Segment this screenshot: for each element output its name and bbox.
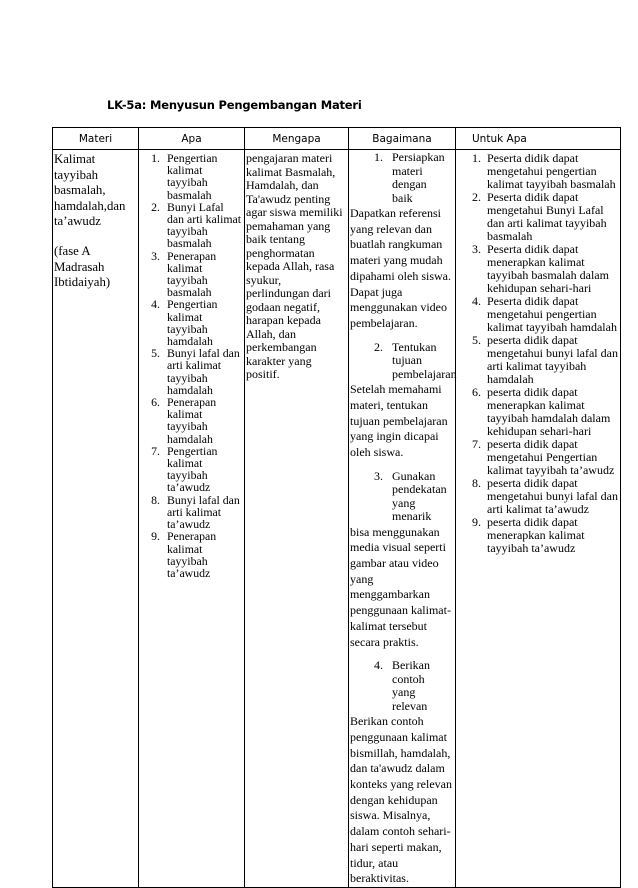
header-untuk-apa: Untuk Apa: [456, 128, 621, 150]
untuk-apa-item: 3. Peserta didik dapat menerapkan kalimat tayyibah basmalah dalam kehidupan sehari-hari: [472, 242, 609, 295]
development-table: [52, 127, 621, 888]
untuk-apa-item: 9. peserta didik dapat menerapkan kalimat tayyibah ta’awudz: [472, 515, 585, 555]
apa-item: 9. Penerapan kalimat tayyibah ta’awudz: [151, 529, 217, 580]
bagaimana-text: Berikan contoh penggunaan kalimat bismillah, hamdalah, dan ta'awudz dalam konteks yang relevan dengan kehidupan siswa. Misalnya, dalam contoh sehari-hari seperti makan, tidur, atau beraktivitas.: [350, 714, 452, 886]
bagaimana-heading: 1. Persiapkan materi dengan baik: [374, 150, 445, 205]
apa-cell: [139, 150, 245, 888]
bagaimana-text: Dapatkan referensi yang relevan dan buatlah rangkuman materi yang mudah dipahami oleh siswa. Dapat juga menggunakan video pembelajaran.: [350, 206, 451, 330]
untuk-apa-item: 4. Peserta didik dapat mengetahui pengertian kalimat tayyibah hamdalah: [472, 294, 617, 334]
bagaimana-text: Setelah memahami materi, tentukan tujuan pembelajaran yang ingin dicapai oleh siswa.: [350, 382, 448, 459]
content-row: [53, 150, 621, 888]
bagaimana-heading: 4. Berikan contoh yang relevan: [374, 658, 430, 713]
materi-topic: Kalimat tayyibah basmalah, hamdalah,dan ta’awudz: [54, 152, 126, 229]
apa-list: [139, 152, 243, 579]
untuk-apa-item: 5. peserta didik dapat mengetahui bunyi lafal dan arti kalimat tayyibah hamdalah: [472, 333, 618, 386]
header-apa: Apa: [139, 128, 245, 150]
header-row: [53, 128, 621, 150]
mengapa-text: pengajaran materi kalimat Basmalah, Hamdalah, dan Ta'awudz penting agar siswa memiliki pemahaman yang baik tentang penghormatan kepada Allah, rasa syukur, perlindungan dari godaan negatif, harapan kepada Allah, dan perkembangan karakter yang positif.: [246, 151, 343, 381]
apa-item: 4. Pengertian kalimat tayyibah hamdalah: [151, 297, 218, 349]
untuk-apa-item: 6. peserta didik dapat menerapkan kalimat tayyibah hamdalah dalam kehidupan sehari-hari: [472, 385, 611, 438]
materi-phase: (fase A Madrasah Ibtidaiyah): [54, 243, 111, 290]
bagaimana-heading: 2. Tentukan tujuan pembelajaran: [374, 339, 457, 381]
header-bagaimana: Bagaimana: [349, 128, 456, 150]
apa-item: 6. Penerapan kalimat tayyibah hamdalah: [151, 395, 217, 446]
header-materi: Materi: [53, 128, 139, 150]
apa-item: 8. Bunyi lafal dan arti kalimat ta’awudz: [151, 492, 240, 532]
materi-cell: [53, 150, 139, 888]
document-title: LK-5a: Menyusun Pengembangan Materi: [107, 98, 362, 112]
bagaimana-text: bisa menggunakan media visual seperti gambar atau video yang menggambarkan penggunaan kalimat-kalimat tersebut secara praktis.: [350, 524, 451, 649]
apa-item: 1. Pengertian kalimat tayyibah basmalah: [151, 151, 218, 202]
untuk-apa-list: [456, 152, 619, 555]
untuk-apa-item: 7. peserta didik dapat mengetahui Pengertian kalimat tayyibah ta’awudz: [472, 437, 615, 477]
mengapa-cell: [245, 150, 349, 888]
apa-item: 2. Bunyi Lafal dan arti kalimat tayyibah basmalah: [151, 199, 242, 251]
untuk-apa-cell: [456, 150, 621, 888]
bagaimana-heading: 3. Gunakan pendekatan yang menarik: [374, 468, 447, 524]
apa-item: 5. Bunyi lafal dan arti kalimat tayyibah hamdalah: [151, 346, 240, 397]
untuk-apa-item: 1. Peserta didik dapat mengetahui pengertian kalimat tayyibah basmalah: [472, 151, 616, 191]
apa-item: 3. Penerapan kalimat tayyibah basmalah: [151, 248, 217, 300]
untuk-apa-item: 2. Peserta didik dapat mengetahui Bunyi Lafal dan arti kalimat tayyibah basmalah: [472, 190, 607, 243]
bagaimana-cell: [349, 150, 456, 888]
apa-item: 7. Pengertian kalimat tayyibah ta’awudz: [151, 443, 218, 495]
header-mengapa: Mengapa: [245, 128, 349, 150]
untuk-apa-item: 8. peserta didik dapat mengetahui bunyi lafal dan arti kalimat ta’awudz: [472, 476, 618, 516]
